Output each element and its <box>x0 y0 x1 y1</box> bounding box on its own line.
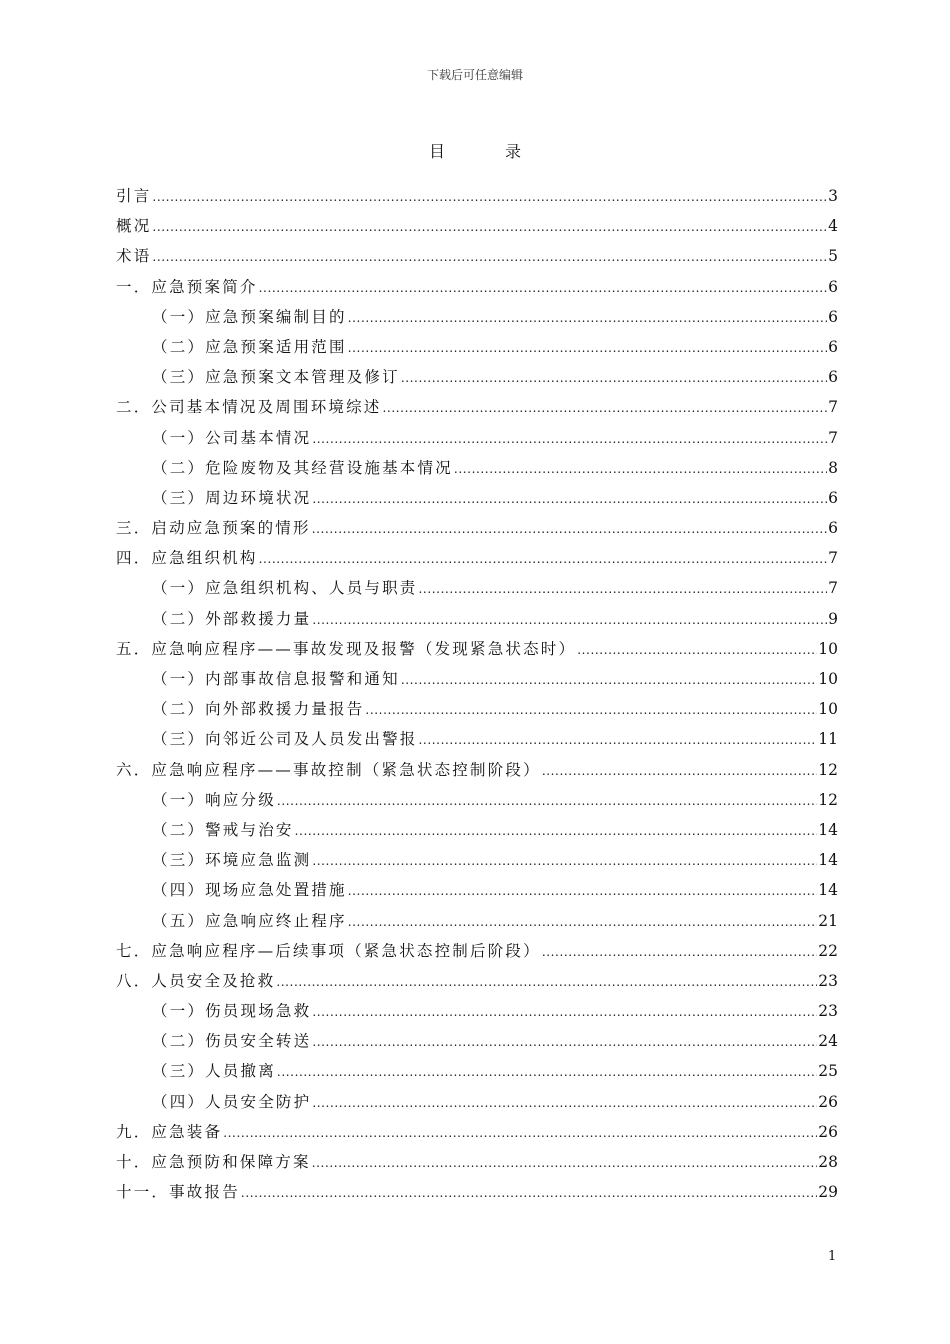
toc-entry-label: （三）环境应急监测 <box>152 851 312 870</box>
toc-entry-label: （三）应急预案文本管理及修订 <box>152 368 400 387</box>
toc-entry[interactable] <box>116 1177 838 1207</box>
toc-entry[interactable] <box>116 423 838 453</box>
toc-entry[interactable] <box>116 1026 838 1056</box>
toc-entry-label: 八．人员安全及抢救 <box>116 971 276 990</box>
toc-leader-dots <box>348 332 827 362</box>
toc-leader-dots <box>577 634 817 664</box>
toc-entry[interactable] <box>116 936 838 966</box>
toc-entry[interactable] <box>116 875 838 905</box>
toc-leader-dots <box>241 1177 817 1207</box>
toc-entry-label: 十一．事故报告 <box>116 1183 240 1202</box>
toc-entry-label: 一．应急预案简介 <box>116 277 258 296</box>
toc-entry-label: （三）周边环境状况 <box>152 488 312 507</box>
toc-entry-label: （一）响应分级 <box>152 790 276 809</box>
toc-entry-label: （一）应急组织机构、人员与职责 <box>152 579 418 598</box>
toc-entry-page: 26 <box>818 1122 838 1141</box>
toc-entry-page: 26 <box>818 1092 838 1111</box>
toc-entry[interactable] <box>116 302 838 332</box>
toc-leader-dots <box>259 272 828 302</box>
toc-entry-label: （二）伤员安全转送 <box>152 1032 312 1051</box>
toc-leader-dots <box>152 181 827 211</box>
toc-leader-dots <box>542 936 817 966</box>
toc-entry[interactable] <box>116 906 838 936</box>
toc-entry[interactable] <box>116 483 838 513</box>
toc-entry-page: 5 <box>828 247 838 266</box>
toc-entry[interactable] <box>116 996 838 1026</box>
toc-entry[interactable] <box>116 604 838 634</box>
toc-entry-label: （一）公司基本情况 <box>152 428 312 447</box>
toc-leader-dots <box>295 815 818 845</box>
toc-entry-page: 6 <box>828 277 838 296</box>
toc-entry[interactable] <box>116 332 838 362</box>
toc-entry-page: 6 <box>828 337 838 356</box>
toc-entry-label: 六．应急响应程序——事故控制（紧急状态控制阶段） <box>116 760 541 779</box>
toc-entry-label: （二）外部救援力量 <box>152 609 312 628</box>
toc-leader-dots <box>348 875 818 905</box>
toc-leader-dots <box>276 966 817 996</box>
toc-entry[interactable] <box>116 724 838 754</box>
toc-entry-page: 14 <box>818 881 838 900</box>
toc-entry[interactable] <box>116 272 838 302</box>
toc-leader-dots <box>312 1147 818 1177</box>
toc-entry-label: （五）应急响应终止程序 <box>152 911 347 930</box>
toc-entry-page: 10 <box>818 639 838 658</box>
toc-entry[interactable] <box>116 362 838 392</box>
toc-entry-label: 五．应急响应程序——事故发现及报警（发现紧急状态时） <box>116 639 577 658</box>
toc-entry[interactable] <box>116 1056 838 1086</box>
toc-entry-page: 23 <box>818 1002 838 1021</box>
toc-entry-label: 三．启动应急预案的情形 <box>116 519 311 538</box>
toc-leader-dots <box>152 211 827 241</box>
toc-leader-dots <box>312 483 827 513</box>
toc-entry-page: 14 <box>818 820 838 839</box>
toc-entry[interactable] <box>116 453 838 483</box>
page-number: 1 <box>828 1249 837 1264</box>
toc-leader-dots <box>312 423 827 453</box>
toc-entry[interactable] <box>116 815 838 845</box>
toc-entry-label: （三）向邻近公司及人员发出警报 <box>152 730 418 749</box>
toc-entry-page: 6 <box>828 368 838 387</box>
toc-entry[interactable] <box>116 755 838 785</box>
toc-entry[interactable] <box>116 694 838 724</box>
toc-entry[interactable] <box>116 1117 838 1147</box>
toc-leader-dots <box>419 573 828 603</box>
toc-entry-page: 6 <box>828 307 838 326</box>
toc-leader-dots <box>223 1117 817 1147</box>
toc-entry[interactable] <box>116 543 838 573</box>
toc-entry-page: 7 <box>828 428 838 447</box>
toc-entry-page: 29 <box>818 1183 838 1202</box>
toc-entry[interactable] <box>116 211 838 241</box>
toc-leader-dots <box>383 392 828 422</box>
toc-leader-dots <box>348 906 818 936</box>
toc-entry[interactable] <box>116 241 838 271</box>
toc-entry-page: 4 <box>828 217 838 236</box>
toc-entry[interactable] <box>116 1147 838 1177</box>
toc-entry-page: 3 <box>828 187 838 205</box>
toc-leader-dots <box>259 543 828 573</box>
toc-leader-dots <box>312 845 817 875</box>
toc-entry-label: （四）人员安全防护 <box>152 1092 312 1111</box>
toc-entry-page: 10 <box>818 670 838 688</box>
toc-entry[interactable] <box>116 513 838 543</box>
toc-leader-dots <box>312 513 827 543</box>
toc-entry-label: 四．应急组织机构 <box>116 549 258 568</box>
toc-entry-page: 8 <box>828 458 838 477</box>
toc-leader-dots <box>348 302 827 332</box>
toc-entry-label: （三）人员撤离 <box>152 1062 276 1081</box>
table-of-contents <box>116 181 838 1207</box>
toc-entry-label: （二）应急预案适用范围 <box>152 337 347 356</box>
toc-leader-dots <box>419 724 818 754</box>
toc-entry[interactable] <box>116 573 838 603</box>
toc-leader-dots <box>312 1087 817 1117</box>
toc-entry-page: 21 <box>818 911 838 930</box>
toc-leader-dots <box>152 241 827 271</box>
toc-entry-page: 7 <box>828 398 838 417</box>
toc-entry[interactable] <box>116 845 838 875</box>
toc-entry-label: （二）向外部救援力量报告 <box>152 700 365 719</box>
toc-entry[interactable] <box>116 785 838 815</box>
toc-entry-page: 11 <box>818 730 838 749</box>
toc-entry-label: 引言 <box>116 187 152 205</box>
toc-entry-page: 12 <box>818 790 838 809</box>
toc-leader-dots <box>312 996 817 1026</box>
toc-entry-page: 12 <box>818 760 838 779</box>
toc-entry-page: 6 <box>828 519 838 538</box>
toc-entry-page: 10 <box>818 700 838 719</box>
toc-leader-dots <box>277 1056 817 1086</box>
toc-leader-dots <box>401 664 817 694</box>
toc-entry-page: 25 <box>818 1062 838 1081</box>
toc-entry-page: 7 <box>828 579 838 598</box>
toc-entry-page: 6 <box>828 488 838 507</box>
toc-entry[interactable] <box>116 392 838 422</box>
toc-entry-label: （四）现场应急处置措施 <box>152 881 347 900</box>
toc-leader-dots <box>277 785 817 815</box>
toc-entry[interactable] <box>116 664 838 694</box>
toc-entry[interactable] <box>116 634 838 664</box>
toc-entry-page: 7 <box>828 549 838 568</box>
toc-entry-label: （一）应急预案编制目的 <box>152 307 347 326</box>
toc-leader-dots <box>365 694 817 724</box>
toc-entry-label: （一）内部事故信息报警和通知 <box>152 670 400 688</box>
toc-entry-page: 9 <box>828 609 838 628</box>
toc-leader-dots <box>542 755 817 785</box>
toc-entry[interactable] <box>116 181 838 211</box>
toc-entry-page: 14 <box>818 851 838 870</box>
toc-leader-dots <box>312 604 827 634</box>
toc-entry-label: （二）危险废物及其经营设施基本情况 <box>152 458 453 477</box>
toc-entry-label: （一）伤员现场急救 <box>152 1002 312 1021</box>
toc-entry-page: 22 <box>818 941 838 960</box>
toc-leader-dots <box>312 1026 817 1056</box>
toc-entry-page: 23 <box>818 971 838 990</box>
toc-entry[interactable] <box>116 1087 838 1117</box>
toc-entry-page: 28 <box>818 1153 838 1171</box>
page-header: 下载后可任意编辑 <box>426 68 523 82</box>
toc-entry-label: 概况 <box>116 217 152 236</box>
toc-entry-label: 二．公司基本情况及周围环境综述 <box>116 398 382 417</box>
page-title: 目 录 <box>428 142 543 161</box>
toc-leader-dots <box>401 362 827 392</box>
toc-entry-label: 术语 <box>116 247 152 266</box>
toc-entry-label: 十．应急预防和保障方案 <box>116 1153 311 1171</box>
toc-entry-label: 九．应急装备 <box>116 1122 223 1141</box>
toc-leader-dots <box>454 453 827 483</box>
toc-entry-label: 七．应急响应程序—后续事项（紧急状态控制后阶段） <box>116 941 541 960</box>
toc-entry-page: 24 <box>818 1032 838 1051</box>
toc-entry[interactable] <box>116 966 838 996</box>
toc-entry-label: （二）警戒与治安 <box>152 820 294 839</box>
